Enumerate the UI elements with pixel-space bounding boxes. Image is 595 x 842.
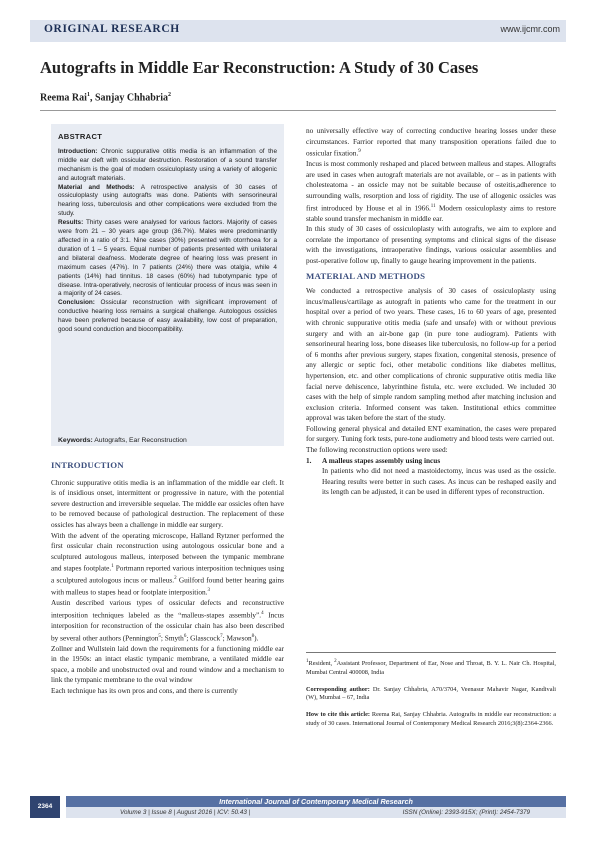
author-name: Sanjay Chhabria <box>94 92 169 104</box>
title-divider <box>40 110 556 111</box>
citation-marker[interactable]: 8 <box>251 633 255 639</box>
abstract-heading: ABSTRACT <box>58 132 103 141</box>
paragraph: Austin described various types of ossicular defects and reconstructive interposition techniques labeled as the “malleus-stapes assembly”.$^4$ Incus interposition for reconstruction of the ossicular chain has also been described by several other authors (Pennington$^5$; Smyth$^6$; Glasscock$^7$; Mawson$^8$). <box>51 598 285 643</box>
footer-bar <box>30 796 566 818</box>
abstract-conclusion <box>58 299 277 335</box>
footnotes <box>306 658 556 729</box>
affiliation-marker: 1 <box>86 92 90 98</box>
issn: ISSN (Online): 2393-915X; (Print): 2454-7379 <box>402 809 530 816</box>
citation-marker[interactable]: 3 <box>207 588 210 594</box>
list-number: 1. <box>306 455 312 465</box>
citation-marker[interactable]: 9 <box>358 149 361 155</box>
affiliation-marker: 2 <box>168 92 172 98</box>
section-heading-introduction: INTRODUCTION <box>51 460 124 470</box>
citation-info: How to cite this article: Reema Rai, Sanjay Chhabria. Autografts in middle ear reconstruction: a study of 30 cases. International Journal of Contemporary Medical Research 2016;3(8):2364-2366. <box>306 711 556 728</box>
citation-marker[interactable]: 4 <box>261 610 264 616</box>
volume-info <box>66 807 566 818</box>
citation-marker[interactable]: 5 <box>158 633 161 639</box>
paragraph: Each technique has its own pros and cons, and there is currently <box>51 685 238 695</box>
abstract-text: Thirty cases were analysed for various factors. Majority of cases were from 21 – 30 years age group (36.7%). Males were predominantly affected in a ratio of 3:1. Nine cases (30%) presented with otorrhoea for a duration of 1 – 5 years. Equal number of patients presented with unilateral and bilateral deafness. Moderate degree of hearing loss was present in maximum cases (47%). In 7 patients (24%) there was otalgia, while 4 patients (14%) had tinnitus. 18 cases (60%) had tubotympanic type of disease. Intra-operatively, necrosis of lenticular process of incus was seen in a majority of 24 cases. <box>58 219 277 298</box>
list-item-text: In patients who did not need a mastoidectomy, incus was used as the ossicle. Hearing results were better in such cases. As incus can be reshaped easily and its length can be adjusted, it can be used in different types of reconstruction. <box>322 466 556 497</box>
author-separator: , <box>89 92 95 104</box>
keywords <box>58 437 187 446</box>
header-band <box>30 20 566 42</box>
keywords-label: Keywords: <box>58 437 93 444</box>
list-item <box>306 456 556 498</box>
paragraph: no universally effective way of correcting conductive hearing losses under these circumstances. Farrior reported that many transposition operations failed due to ossicular fixation.$^9$ <box>306 126 556 158</box>
abstract-results <box>58 219 277 299</box>
abstract-label: Introduction: <box>58 147 98 155</box>
paragraph: Incus is most commonly reshaped and placed between malleus and stapes. Allografts are used in cases when autograft materials are not available, or – as in patients with cholesteatoma - an ossicle may not be suitable because of osteitis,adherence to surrounding walls, resorption and loss of rigidity. The use of allogenic ossicles was first introduced by House et al in 1966.11 Modern ossiculoplasty aims to restore stable sound transfer mechanism in middle ear. <box>306 159 556 223</box>
abstract-text: A retrospective analysis of 30 cases of ossiculoplasty using autografts was done. Patients with sensorineural hearing loss, tuberculosis and other complications were excluded from the study. <box>58 183 277 218</box>
paragraph: Following general physical and detailed ENT examination, the cases were prepared for surgery. Tuning fork tests, pure-tone audiometry and blood tests were carried out. <box>306 423 556 444</box>
abstract-label: Material and Methods: <box>58 183 135 191</box>
keywords-text: Autografts, Ear Reconstruction <box>94 437 187 444</box>
abstract-text: Chronic suppurative otitis media is an inflammation of the middle ear cleft with ossicular destruction. Restoration of a sound transfer mechanism is the goal of modern ossiculoplasty using a variety of allogenic and autograft materials. <box>58 147 277 182</box>
paragraph: In this study of 30 cases of ossiculoplasty with autografts, we aim to explore and correlate the importance of presenting symptoms and clinical signs of the disease with the investigations, intraoperative findings, various ossicular assemblies and post-operative follow up, finally to gauge hearing improvement in the patients. <box>306 224 556 265</box>
citation-marker[interactable]: 2 <box>174 576 177 582</box>
right-column <box>306 126 556 498</box>
abstract-methods <box>58 184 277 220</box>
paragraph: We conducted a retrospective analysis of 30 cases of ossiculoplasty using incus/malleus/cartilage as autograft in patients who came for the treatment in our hospital over a period of two years. These cases, 16 to 60 years of age, presented with chronic suppurative otitis media (safe and unsafe) with or without previous surgery and with an air-bone gap (in pure tone audiogram). Patients with sensorineural hearing loss, bone diseases like tuberculosis, no follow-up for a period of 6 months after previous surgery, stapes fixation, congenital stenosis, presence of any allergic or septic foci, other metabolic conditions like diabetes mellitus, hypertension, etc. and other complications of chronic suppurative otitis media like facial nerve dehiscence, labyrinthine fistula, etc. were excluded. We included 30 cases with the help of simple random sampling method after matching inclusion and exclusion criteria. Informed consent was taken. Institutional ethics committee approval was taken before the start of the study. <box>306 286 556 423</box>
section-heading-methods: MATERIAL AND METHODS <box>306 270 426 281</box>
author-name: Reema Rai <box>40 92 87 104</box>
paragraph: The following reconstruction options were used: <box>306 445 448 455</box>
section-label: ORIGINAL RESEARCH <box>44 23 180 35</box>
citation-marker[interactable]: 11 <box>430 203 436 209</box>
abstract-introduction <box>58 148 277 184</box>
paragraph: Chronic suppurative otitis media is an inflammation of the middle ear cleft. It is of insidious onset, intermittent or progressive in nature, with the potential severe destruction and irreversible sequelae. The middle ear ossicles often have to be removed because of pathological destruction. The replacement of these ossicles has always been a challenge in middle ear surgery. <box>51 477 284 529</box>
journal-website[interactable]: www.ijcmr.com <box>500 24 560 34</box>
author-list <box>40 92 171 103</box>
abstract-box <box>51 124 284 446</box>
left-column <box>51 460 284 697</box>
article-title: Autografts in Middle Ear Reconstruction: A Study of 30 Cases <box>40 58 479 77</box>
citation-marker[interactable]: 7 <box>220 633 223 639</box>
abstract-label: Results: <box>58 219 84 227</box>
affiliation-footnote: $^1$Resident, $^2$Assistant Professor, Department of Ear, Nose and Throat, B. Y. L. Nair Ch. Hospital, Mumbai Central 400008, India <box>306 659 556 676</box>
journal-name: International Journal of Contemporary Medical Research <box>66 796 566 807</box>
list-item-title: A malleus stapes assembly using incus <box>322 455 441 465</box>
citation-marker[interactable]: 1 <box>111 564 114 570</box>
page-number: 2364 <box>30 796 60 818</box>
citation-marker[interactable]: 6 <box>183 633 187 639</box>
paragraph: With the advent of the operating microscope, Halland Rytzner performed the first ossicular chain reconstruction using autologous ossicular bone and a sculptured autologous malleus, interposed between the tympanic membrane and stapes footplate.$^1$ Portmann reported various interposition techniques using a sculptured autologous incus or malleus.$^2$ Guilford found better hearing gains with malleus to stapes head or footplate interposition.$^3$ <box>51 530 285 597</box>
footnote-divider <box>306 652 556 653</box>
abstract-text: Ossicular reconstruction with significant improvement of conductive hearing loss remains a surgical challenge. Autologous ossicles have been preferred because of easy availability, low cost of preparation, good sound conduction and biocompatibility. <box>58 299 277 334</box>
volume-issue: Volume 3 | Issue 8 | August 2016 | ICV: 50.43 | <box>120 809 251 816</box>
abstract-label: Conclusion: <box>58 299 95 307</box>
paragraph: Zollner and Wullstein laid down the requirements for a functioning middle ear in the 1950s: an intact elastic tympanic membrane, a ventilated middle ear space, a mobile and unobstructed oval and round window and a mechanism to link the tympanic membrane to the oval window <box>51 643 284 685</box>
corresponding-author: Corresponding author: Dr. Sanjay Chhabria, A70/3704, Veenasur Mahavir Nagar, Kandivali (W), Mumbai – 67, India <box>306 685 556 702</box>
